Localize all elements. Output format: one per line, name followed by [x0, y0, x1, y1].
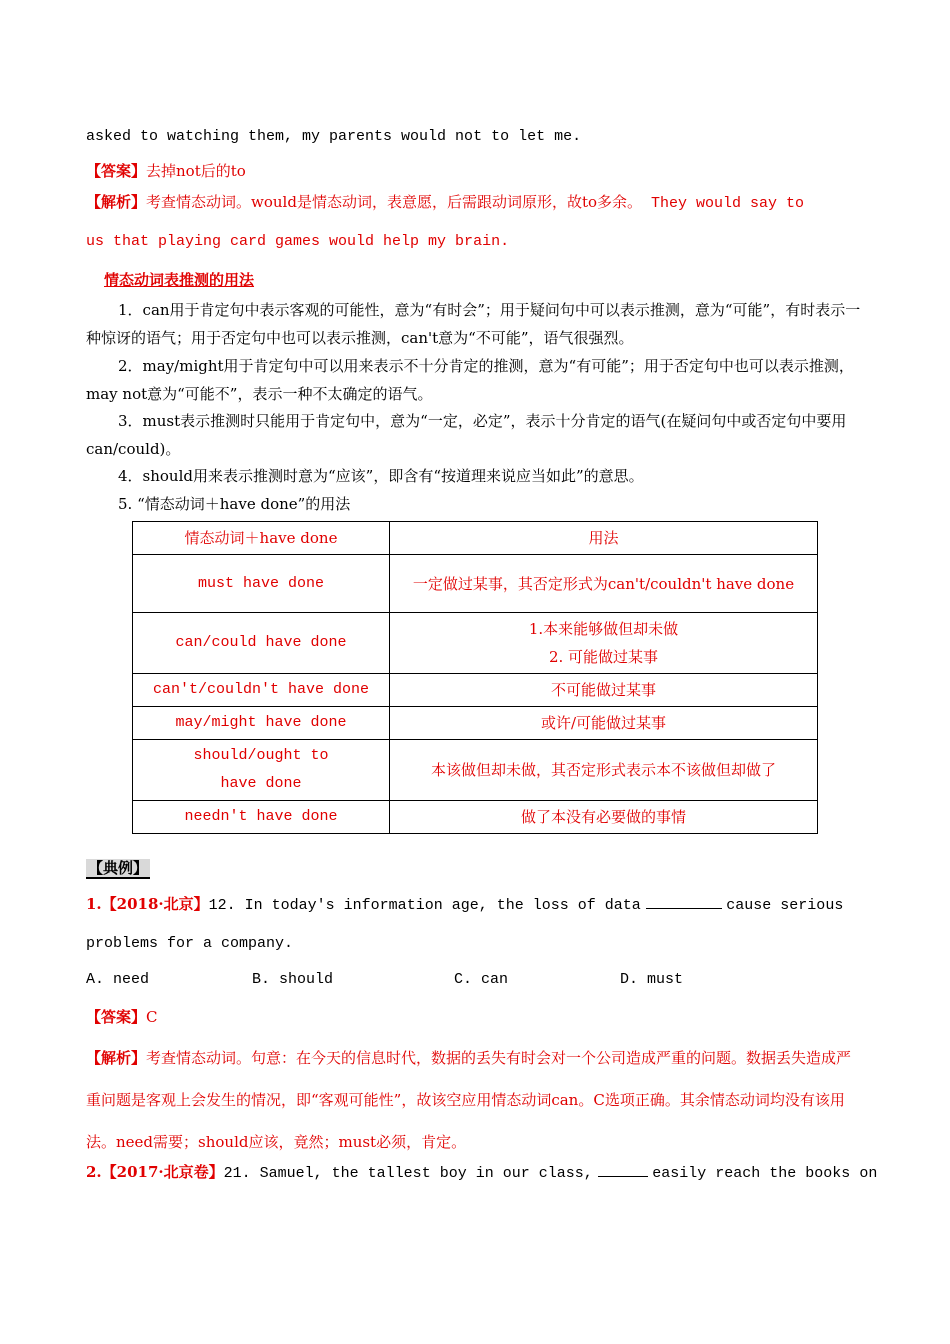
table-header-cell: 用法 [390, 522, 818, 555]
analysis-text: 考查情态动词。would是情态动词，表意愿，后需跟动词原形，故to多余。 [146, 193, 643, 211]
table-row [133, 555, 818, 613]
rule-paragraph-2: 2．may/might用于肯定句中可以用来表示不十分肯定的推测，意为“有可能”；用于否定句中也可以表示推测，may not意为“可能不”，表示一种不太确定的语气。 [86, 357, 854, 403]
usage-line: 1.本来能够做但却未做 [528, 620, 679, 638]
form-line: should/ought to [193, 747, 329, 764]
table-row [133, 801, 818, 834]
answer-tag: 【答案】 [86, 162, 147, 180]
table-cell-form: may/might have done [133, 707, 390, 740]
table-header-row [133, 522, 818, 555]
analysis-tag: 【解析】 [86, 193, 147, 211]
table-cell-form: can't/couldn't have done [133, 674, 390, 707]
form-line: have done [220, 775, 302, 792]
analysis-1 [86, 1037, 866, 1163]
table-cell-form: needn't have done [133, 801, 390, 834]
question-1-cont: problems for a company. [86, 935, 294, 952]
option-b: B. should [252, 971, 334, 988]
answer-text: C [146, 1008, 158, 1026]
question-number: 1. [86, 895, 102, 913]
example-heading [86, 857, 864, 878]
question-source: 【2018·北京】 [101, 895, 209, 913]
table-cell-usage: 不可能做过某事 [390, 674, 818, 707]
table-cell-usage: 一定做过某事，其否定形式为can't/couldn't have done [390, 555, 818, 613]
answer-tag: 【答案】 [86, 1008, 147, 1026]
question-2 [86, 1161, 878, 1182]
option-a: A. need [86, 971, 150, 988]
rule-paragraph-5: 5. “情态动词＋have done”的用法 [118, 495, 351, 513]
usage-table [132, 521, 818, 834]
table-header-cell: 情态动词＋have done [133, 522, 390, 555]
table-cell-usage: 或许/可能做过某事 [390, 707, 818, 740]
question-text: 12. In today's information age, the loss of data [208, 897, 641, 914]
answer-text: 去掉not后的to [146, 162, 246, 180]
table-row [133, 707, 818, 740]
question-text-after: easily reach the books on [652, 1165, 878, 1182]
question-number: 2. [86, 1163, 102, 1181]
question-source: 【2017·北京卷】 [101, 1163, 224, 1181]
table-row [133, 740, 818, 801]
table-row [133, 613, 818, 674]
answer-blank[interactable] [646, 908, 722, 909]
question-1 [86, 893, 864, 914]
usage-line: 2. 可能做过某事 [548, 648, 659, 666]
analysis-english-cont: us that playing card games would help my brain. [86, 233, 510, 250]
analysis-line [86, 191, 864, 212]
table-cell-form: can/could have done [133, 613, 390, 674]
table-cell-form: must have done [133, 555, 390, 613]
question-text: 21. Samuel, the tallest boy in our class, [223, 1165, 593, 1182]
table-cell-usage: 做了本没有必要做的事情 [390, 801, 818, 834]
rule-paragraph-1: 1．can用于肯定句中表示客观的可能性，意为“有时会”；用于疑问句中可以表示推测，意为“可能”，有时表示一种惊讶的语气；用于否定句中也可以表示推测，can't意为“不可能”，语气很强烈。 [86, 301, 861, 347]
text-line: asked to watching them, my parents would not to let me. [86, 128, 582, 145]
table-cell-usage [390, 613, 818, 674]
answer-1-line [86, 1006, 864, 1027]
answer-blank[interactable] [598, 1176, 648, 1177]
analysis-english: They would say to [642, 195, 805, 212]
analysis-text: 考查情态动词。句意：在今天的信息时代，数据的丢失有时会对一个公司造成严重的问题。数据丢失造成严重问题是客观上会发生的情况，即“客观可能性”，故该空应用情态动词can。C选项正确。其余情态动词均没有该用法。need需要；should应该，竟然；must必须，肯定。 [86, 1049, 852, 1151]
section-heading: 情态动词表推测的用法 [104, 271, 255, 289]
rule-paragraph-4: 4．should用来表示推测时意为“应该”，即含有“按道理来说应当如此”的意思。 [118, 467, 644, 485]
option-c: C. can [454, 971, 509, 988]
table-cell-usage: 本该做但却未做，其否定形式表示本不该做但却做了 [390, 740, 818, 801]
example-tag: 【典例】 [88, 859, 149, 877]
table-row [133, 674, 818, 707]
analysis-tag: 【解析】 [86, 1049, 147, 1067]
option-d: D. must [620, 971, 684, 988]
rule-paragraph-3: 3．must表示推测时只能用于肯定句中，意为“一定，必定”，表示十分肯定的语气(在疑问句中或否定句中要用can/could)。 [86, 412, 847, 458]
answer-line [86, 160, 864, 181]
question-text-after: cause serious [726, 897, 844, 914]
table-cell-form [133, 740, 390, 801]
